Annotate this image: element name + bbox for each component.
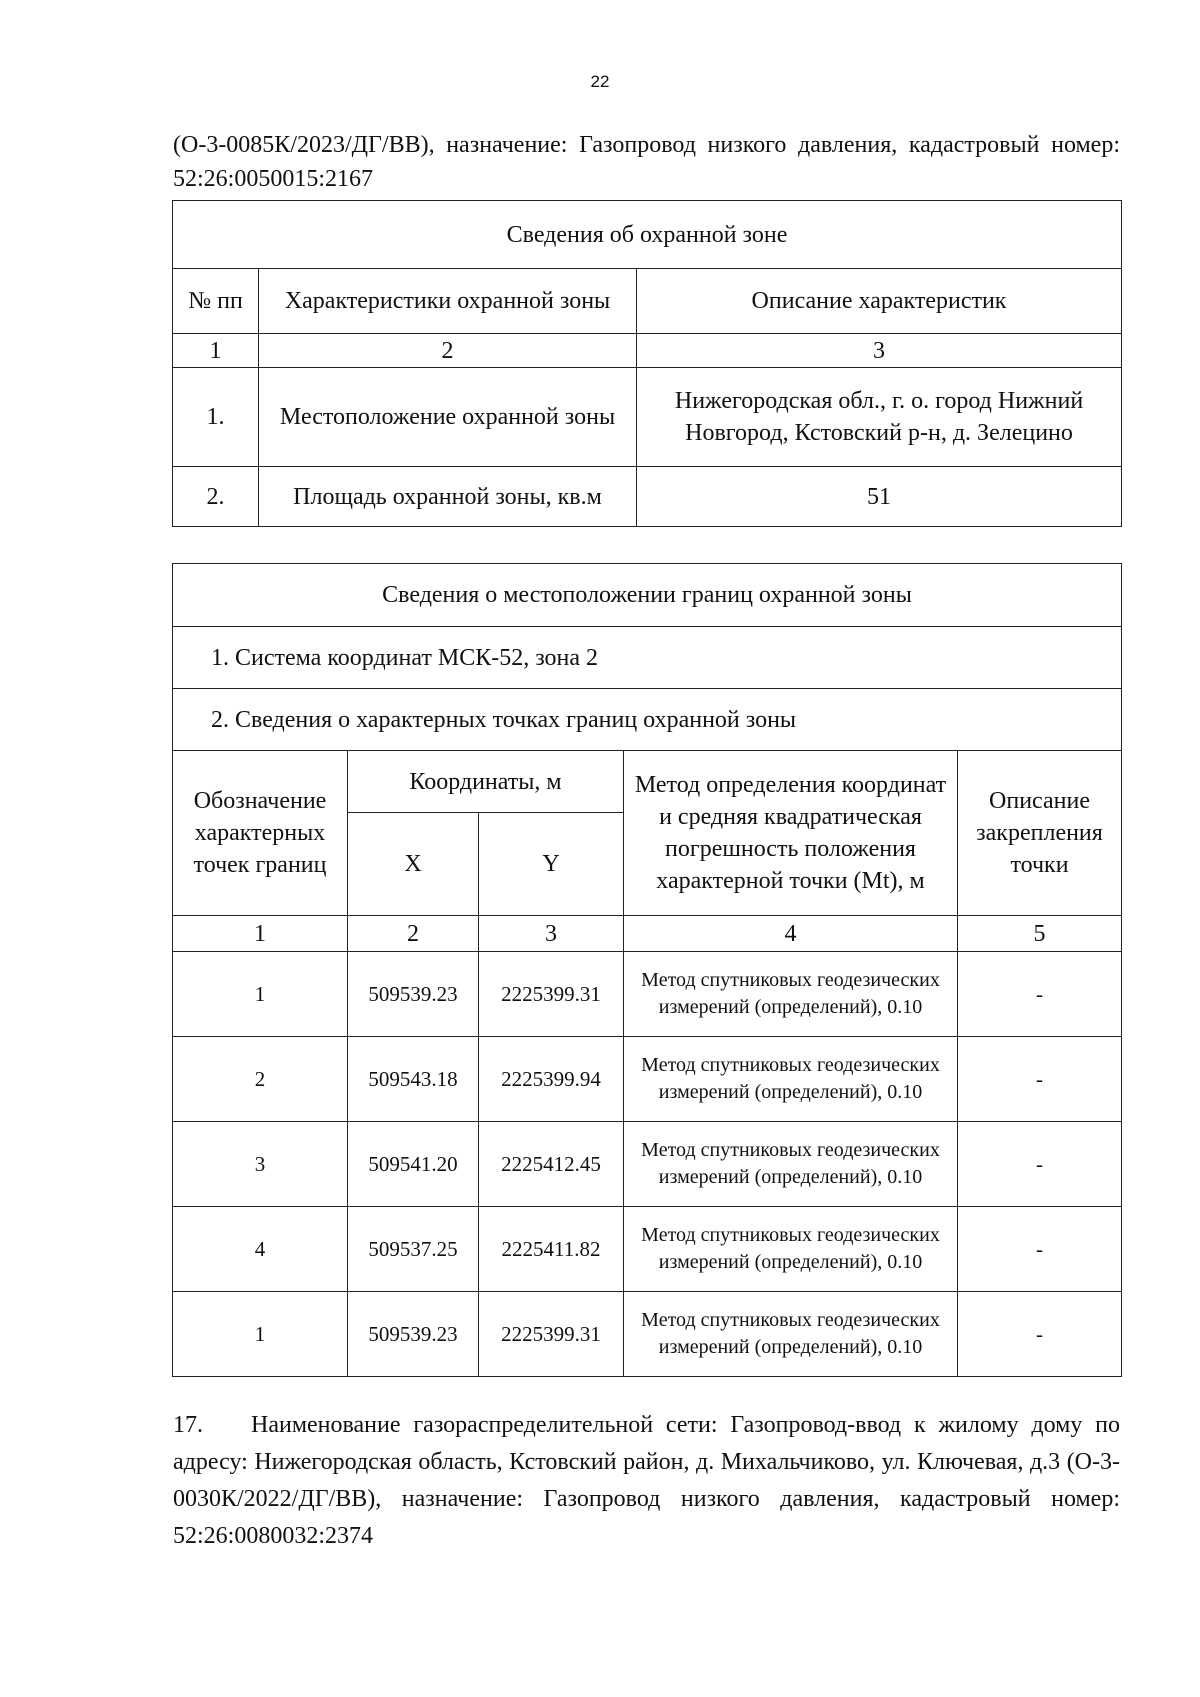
next-item-paragraph xyxy=(173,1407,1120,1555)
point-fixing: - xyxy=(958,1122,1122,1207)
point-method: Метод спутниковых геодезических измерений (определений), 0.10 xyxy=(624,952,958,1037)
point-x: 509539.23 xyxy=(348,1292,479,1377)
points-heading: 2. Сведения о характерных точках границ охранной зоны xyxy=(173,689,1122,751)
point-method: Метод спутниковых геодезических измерений (определений), 0.10 xyxy=(624,1037,958,1122)
point-y: 2225399.94 xyxy=(479,1037,624,1122)
point-fixing: - xyxy=(958,1037,1122,1122)
header-num: № пп xyxy=(173,269,259,334)
row-number: 2. xyxy=(173,467,259,527)
table-row xyxy=(173,1207,1122,1292)
point-id: 1 xyxy=(173,1292,348,1377)
point-x: 509541.20 xyxy=(348,1122,479,1207)
boundaries-table xyxy=(172,563,1122,1377)
point-x: 509539.23 xyxy=(348,952,479,1037)
zone-info-table xyxy=(172,200,1122,527)
column-number: 2 xyxy=(348,916,479,952)
row-number: 1. xyxy=(173,368,259,467)
boundaries-title: Сведения о местоположении границ охранной зоны xyxy=(173,564,1122,627)
column-number: 5 xyxy=(958,916,1122,952)
point-fixing: - xyxy=(958,1207,1122,1292)
table-row xyxy=(173,1037,1122,1122)
table-row xyxy=(173,467,1122,527)
point-x: 509543.18 xyxy=(348,1037,479,1122)
header-method: Метод определения координат и средняя квадратическая погрешность положения характерной точки (Mt), м xyxy=(624,751,958,916)
point-id: 3 xyxy=(173,1122,348,1207)
row-characteristic: Местоположение охранной зоны xyxy=(259,368,637,467)
column-number: 3 xyxy=(479,916,624,952)
table-row xyxy=(173,1292,1122,1377)
item-text: Наименование газораспределительной сети: Газопровод-ввод к жилому дому по адресу: Нижегородская область, Кстовский район, д. Михальчиково, ул. Ключевая, д.3 (О-3-0030К/2022/ДГ/ВВ), назначение: Газопровод низкого давления, кадастровый номер: 52:26:0080032:2374 xyxy=(173,1412,1120,1549)
page-number: 22 xyxy=(590,72,610,91)
header-x: X xyxy=(348,813,479,916)
zone-info-title: Сведения об охранной зоне xyxy=(173,201,1122,269)
row-description: 51 xyxy=(637,467,1122,527)
point-x: 509537.25 xyxy=(348,1207,479,1292)
column-number: 3 xyxy=(637,334,1122,368)
point-y: 2225399.31 xyxy=(479,952,624,1037)
table-row xyxy=(173,1122,1122,1207)
point-method: Метод спутниковых геодезических измерений (определений), 0.10 xyxy=(624,1292,958,1377)
column-number: 1 xyxy=(173,916,348,952)
row-characteristic: Площадь охранной зоны, кв.м xyxy=(259,467,637,527)
column-number: 4 xyxy=(624,916,958,952)
point-id: 4 xyxy=(173,1207,348,1292)
item-number: 17. xyxy=(173,1412,203,1438)
coordinate-system: 1. Система координат МСК-52, зона 2 xyxy=(173,627,1122,689)
row-description: Нижегородская обл., г. о. город Нижний Новгород, Кстовский р-н, д. Зелецино xyxy=(637,368,1122,467)
header-y: Y xyxy=(479,813,624,916)
point-id: 2 xyxy=(173,1037,348,1122)
header-point: Обозначение характерных точек границ xyxy=(173,751,348,916)
point-y: 2225411.82 xyxy=(479,1207,624,1292)
header-characteristic: Характеристики охранной зоны xyxy=(259,269,637,334)
point-y: 2225412.45 xyxy=(479,1122,624,1207)
header-description: Описание характеристик xyxy=(637,269,1122,334)
header-fixing: Описание закрепления точки xyxy=(958,751,1122,916)
column-number: 1 xyxy=(173,334,259,368)
point-y: 2225399.31 xyxy=(479,1292,624,1377)
point-fixing: - xyxy=(958,1292,1122,1377)
header-coordinates: Координаты, м xyxy=(348,751,624,813)
point-method: Метод спутниковых геодезических измерений (определений), 0.10 xyxy=(624,1207,958,1292)
table-row xyxy=(173,952,1122,1037)
point-fixing: - xyxy=(958,952,1122,1037)
point-method: Метод спутниковых геодезических измерений (определений), 0.10 xyxy=(624,1122,958,1207)
column-number: 2 xyxy=(259,334,637,368)
intro-paragraph: (О-3-0085К/2023/ДГ/ВВ), назначение: Газопровод низкого давления, кадастровый номер: 52:26:0050015:2167 xyxy=(173,132,1120,192)
table-row xyxy=(173,368,1122,467)
point-id: 1 xyxy=(173,952,348,1037)
